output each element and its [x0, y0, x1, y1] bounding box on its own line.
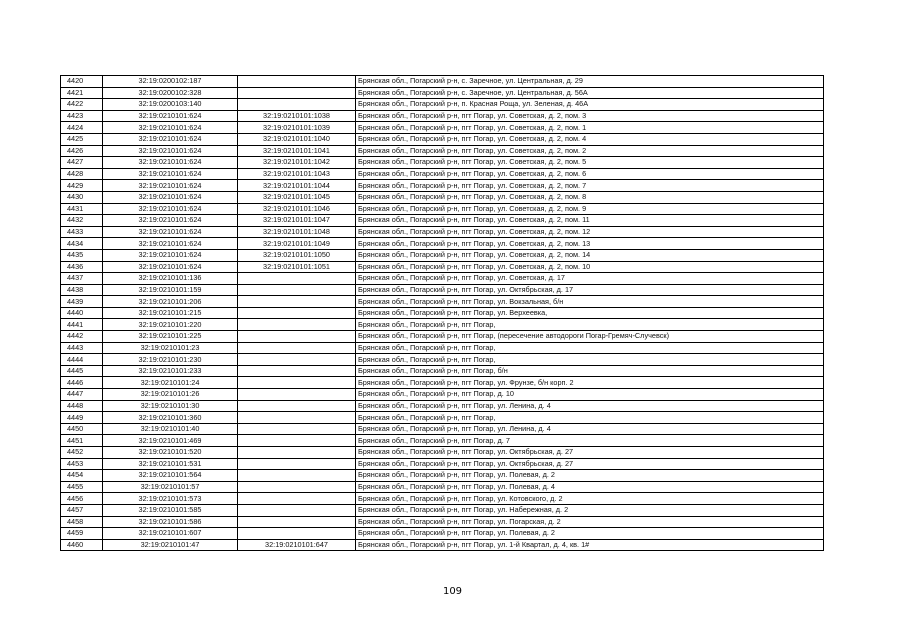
- table-row: [61, 157, 824, 169]
- sub-cadastral-number-cell: [238, 365, 356, 377]
- row-number-cell: 4425: [61, 133, 103, 145]
- table-row: [61, 528, 824, 540]
- cadastral-number-cell: 32:19:0210101:624: [103, 215, 238, 227]
- row-number-cell: 4436: [61, 261, 103, 273]
- address-cell: Брянская обл., Погарский р-н, пгт Погар, ул. Советская, д. 2, пом. 3: [356, 110, 824, 122]
- sub-cadastral-number-cell: [238, 296, 356, 308]
- address-cell: Брянская обл., Погарский р-н, пгт Погар,: [356, 354, 824, 366]
- address-cell: Брянская обл., Погарский р-н, пгт Погар, ул. Верхеевка,: [356, 307, 824, 319]
- row-number-cell: 4452: [61, 447, 103, 459]
- sub-cadastral-number-cell: [238, 319, 356, 331]
- address-cell: Брянская обл., Погарский р-н, пгт Погар, ул. Котовского, д. 2: [356, 493, 824, 505]
- sub-cadastral-number-cell: [238, 470, 356, 482]
- sub-cadastral-number-cell: 32:19:0210101:1040: [238, 133, 356, 145]
- table-row: [61, 99, 824, 111]
- table-row: [61, 238, 824, 250]
- row-number-cell: 4457: [61, 504, 103, 516]
- row-number-cell: 4444: [61, 354, 103, 366]
- address-cell: Брянская обл., Погарский р-н, пгт Погар,: [356, 412, 824, 424]
- row-number-cell: 4433: [61, 226, 103, 238]
- cadastral-number-cell: 32:19:0210101:585: [103, 504, 238, 516]
- row-number-cell: 4424: [61, 122, 103, 134]
- address-cell: Брянская обл., Погарский р-н, пгт Погар, ул. Советская, д. 2, пом. 11: [356, 215, 824, 227]
- row-number-cell: 4441: [61, 319, 103, 331]
- sub-cadastral-number-cell: [238, 87, 356, 99]
- address-cell: Брянская обл., Погарский р-н, пгт Погар,: [356, 319, 824, 331]
- cadastral-number-cell: 32:19:0210101:136: [103, 273, 238, 285]
- table-row: [61, 365, 824, 377]
- table-row: [61, 447, 824, 459]
- sub-cadastral-number-cell: [238, 76, 356, 88]
- cadastral-number-cell: 32:19:0210101:624: [103, 238, 238, 250]
- table-row: [61, 226, 824, 238]
- cadastral-number-cell: 32:19:0210101:206: [103, 296, 238, 308]
- cadastral-number-cell: 32:19:0210101:23: [103, 342, 238, 354]
- address-cell: Брянская обл., Погарский р-н, с. Заречное, ул. Центральная, д. 29: [356, 76, 824, 88]
- table-row: [61, 249, 824, 261]
- sub-cadastral-number-cell: [238, 354, 356, 366]
- cadastral-number-cell: 32:19:0210101:624: [103, 249, 238, 261]
- table-row: [61, 516, 824, 528]
- cadastral-number-cell: 32:19:0210101:469: [103, 435, 238, 447]
- address-cell: Брянская обл., Погарский р-н, пгт Погар, ул. Советская, д. 2, пом. 9: [356, 203, 824, 215]
- sub-cadastral-number-cell: 32:19:0210101:1038: [238, 110, 356, 122]
- cadastral-number-cell: 32:19:0210101:233: [103, 365, 238, 377]
- row-number-cell: 4449: [61, 412, 103, 424]
- table-row: [61, 145, 824, 157]
- sub-cadastral-number-cell: 32:19:0210101:1050: [238, 249, 356, 261]
- table-row: [61, 191, 824, 203]
- table-row: [61, 110, 824, 122]
- sub-cadastral-number-cell: 32:19:0210101:1049: [238, 238, 356, 250]
- row-number-cell: 4447: [61, 389, 103, 401]
- cadastral-number-cell: 32:19:0210101:230: [103, 354, 238, 366]
- table-row: [61, 423, 824, 435]
- address-cell: Брянская обл., Погарский р-н, пгт Погар, ул. Октябрьская, д. 27: [356, 458, 824, 470]
- address-cell: Брянская обл., Погарский р-н, пгт Погар, ул. Советская, д. 2, пом. 12: [356, 226, 824, 238]
- sub-cadastral-number-cell: [238, 307, 356, 319]
- cadastral-number-cell: 32:19:0210101:624: [103, 191, 238, 203]
- table-row: [61, 458, 824, 470]
- sub-cadastral-number-cell: 32:19:0210101:1048: [238, 226, 356, 238]
- row-number-cell: 4459: [61, 528, 103, 540]
- address-cell: Брянская обл., Погарский р-н, пгт Погар, ул. Погарская, д. 2: [356, 516, 824, 528]
- cadastral-number-cell: 32:19:0210101:624: [103, 261, 238, 273]
- row-number-cell: 4446: [61, 377, 103, 389]
- row-number-cell: 4420: [61, 76, 103, 88]
- address-cell: Брянская обл., Погарский р-н, пгт Погар, б/н: [356, 365, 824, 377]
- row-number-cell: 4460: [61, 539, 103, 551]
- address-cell: Брянская обл., Погарский р-н, пгт Погар, ул. Ленина, д. 4: [356, 423, 824, 435]
- sub-cadastral-number-cell: [238, 423, 356, 435]
- cadastral-number-cell: 32:19:0210101:624: [103, 203, 238, 215]
- registry-table-container: [60, 75, 824, 551]
- cadastral-number-cell: 32:19:0210101:624: [103, 226, 238, 238]
- cadastral-number-cell: 32:19:0200102:328: [103, 87, 238, 99]
- table-row: [61, 470, 824, 482]
- address-cell: Брянская обл., Погарский р-н, пгт Погар, ул. Октябрьская, д. 27: [356, 447, 824, 459]
- cadastral-number-cell: 32:19:0210101:57: [103, 481, 238, 493]
- cadastral-number-cell: 32:19:0200103:140: [103, 99, 238, 111]
- row-number-cell: 4439: [61, 296, 103, 308]
- row-number-cell: 4427: [61, 157, 103, 169]
- row-number-cell: 4443: [61, 342, 103, 354]
- address-cell: Брянская обл., Погарский р-н, пгт Погар, ул. Советская, д. 17: [356, 273, 824, 285]
- row-number-cell: 4435: [61, 249, 103, 261]
- cadastral-number-cell: 32:19:0210101:586: [103, 516, 238, 528]
- cadastral-number-cell: 32:19:0210101:624: [103, 168, 238, 180]
- address-cell: Брянская обл., Погарский р-н, пгт Погар, ул. Советская, д. 2, пом. 6: [356, 168, 824, 180]
- row-number-cell: 4442: [61, 331, 103, 343]
- cadastral-number-cell: 32:19:0210101:624: [103, 157, 238, 169]
- cadastral-number-cell: 32:19:0210101:225: [103, 331, 238, 343]
- sub-cadastral-number-cell: [238, 342, 356, 354]
- sub-cadastral-number-cell: 32:19:0210101:1045: [238, 191, 356, 203]
- table-row: [61, 331, 824, 343]
- sub-cadastral-number-cell: [238, 528, 356, 540]
- address-cell: Брянская обл., Погарский р-н, с. Заречное, ул. Центральная, д. 56А: [356, 87, 824, 99]
- sub-cadastral-number-cell: 32:19:0210101:1042: [238, 157, 356, 169]
- cadastral-number-cell: 32:19:0210101:624: [103, 133, 238, 145]
- row-number-cell: 4428: [61, 168, 103, 180]
- table-row: [61, 400, 824, 412]
- sub-cadastral-number-cell: [238, 447, 356, 459]
- table-row: [61, 180, 824, 192]
- page-number: 109: [442, 586, 463, 597]
- address-cell: Брянская обл., Погарский р-н, пгт Погар, ул. Октябрьская, д. 17: [356, 284, 824, 296]
- table-row: [61, 122, 824, 134]
- sub-cadastral-number-cell: 32:19:0210101:1044: [238, 180, 356, 192]
- row-number-cell: 4421: [61, 87, 103, 99]
- table-row: [61, 435, 824, 447]
- sub-cadastral-number-cell: [238, 400, 356, 412]
- table-row: [61, 504, 824, 516]
- address-cell: Брянская обл., Погарский р-н, пгт Погар, ул. Советская, д. 2, пом. 10: [356, 261, 824, 273]
- address-cell: Брянская обл., Погарский р-н, пгт Погар, ул. Советская, д. 2, пом. 4: [356, 133, 824, 145]
- row-number-cell: 4423: [61, 110, 103, 122]
- cadastral-number-cell: 32:19:0210101:47: [103, 539, 238, 551]
- sub-cadastral-number-cell: [238, 504, 356, 516]
- address-cell: Брянская обл., Погарский р-н, пгт Погар, д. 10: [356, 389, 824, 401]
- row-number-cell: 4432: [61, 215, 103, 227]
- address-cell: Брянская обл., Погарский р-н, п. Красная Роща, ул. Зеленая, д. 46А: [356, 99, 824, 111]
- sub-cadastral-number-cell: [238, 389, 356, 401]
- sub-cadastral-number-cell: 32:19:0210101:1046: [238, 203, 356, 215]
- cadastral-number-cell: 32:19:0210101:624: [103, 180, 238, 192]
- address-cell: Брянская обл., Погарский р-н, пгт Погар, ул. Полевая, д. 2: [356, 528, 824, 540]
- cadastral-number-cell: 32:19:0210101:26: [103, 389, 238, 401]
- table-row: [61, 377, 824, 389]
- row-number-cell: 4454: [61, 470, 103, 482]
- sub-cadastral-number-cell: 32:19:0210101:1051: [238, 261, 356, 273]
- row-number-cell: 4422: [61, 99, 103, 111]
- row-number-cell: 4448: [61, 400, 103, 412]
- row-number-cell: 4437: [61, 273, 103, 285]
- address-cell: Брянская обл., Погарский р-н, пгт Погар, ул. Фрунзе, б/н корп. 2: [356, 377, 824, 389]
- address-cell: Брянская обл., Погарский р-н, пгт Погар,: [356, 342, 824, 354]
- address-cell: Брянская обл., Погарский р-н, пгт Погар, (пересечение автодороги Погар-Гремяч-Случевск): [356, 331, 824, 343]
- address-cell: Брянская обл., Погарский р-н, пгт Погар, ул. Ленина, д. 4: [356, 400, 824, 412]
- row-number-cell: 4451: [61, 435, 103, 447]
- table-row: [61, 284, 824, 296]
- table-row: [61, 76, 824, 88]
- cadastral-number-cell: 32:19:0210101:520: [103, 447, 238, 459]
- address-cell: Брянская обл., Погарский р-н, пгт Погар, ул. Советская, д. 2, пом. 14: [356, 249, 824, 261]
- table-row: [61, 539, 824, 551]
- table-row: [61, 215, 824, 227]
- row-number-cell: 4430: [61, 191, 103, 203]
- table-row: [61, 273, 824, 285]
- cadastral-number-cell: 32:19:0210101:531: [103, 458, 238, 470]
- table-row: [61, 319, 824, 331]
- sub-cadastral-number-cell: [238, 516, 356, 528]
- cadastral-number-cell: 32:19:0210101:624: [103, 110, 238, 122]
- row-number-cell: 4450: [61, 423, 103, 435]
- table-row: [61, 133, 824, 145]
- table-row: [61, 261, 824, 273]
- table-row: [61, 307, 824, 319]
- sub-cadastral-number-cell: [238, 284, 356, 296]
- address-cell: Брянская обл., Погарский р-н, пгт Погар, д. 7: [356, 435, 824, 447]
- table-row: [61, 87, 824, 99]
- row-number-cell: 4438: [61, 284, 103, 296]
- table-row: [61, 296, 824, 308]
- sub-cadastral-number-cell: [238, 481, 356, 493]
- cadastral-number-cell: 32:19:0210101:220: [103, 319, 238, 331]
- sub-cadastral-number-cell: 32:19:0210101:1043: [238, 168, 356, 180]
- cadastral-number-cell: 32:19:0210101:624: [103, 122, 238, 134]
- table-row: [61, 481, 824, 493]
- sub-cadastral-number-cell: [238, 99, 356, 111]
- row-number-cell: 4445: [61, 365, 103, 377]
- cadastral-number-cell: 32:19:0210101:360: [103, 412, 238, 424]
- address-cell: Брянская обл., Погарский р-н, пгт Погар, ул. Советская, д. 2, пом. 2: [356, 145, 824, 157]
- registry-table-body: [61, 76, 824, 551]
- row-number-cell: 4458: [61, 516, 103, 528]
- cadastral-number-cell: 32:19:0210101:40: [103, 423, 238, 435]
- sub-cadastral-number-cell: 32:19:0210101:1041: [238, 145, 356, 157]
- sub-cadastral-number-cell: [238, 331, 356, 343]
- row-number-cell: 4431: [61, 203, 103, 215]
- table-row: [61, 203, 824, 215]
- address-cell: Брянская обл., Погарский р-н, пгт Погар, ул. Вокзальная, б/н: [356, 296, 824, 308]
- table-row: [61, 412, 824, 424]
- address-cell: Брянская обл., Погарский р-н, пгт Погар, ул. Советская, д. 2, пом. 7: [356, 180, 824, 192]
- table-row: [61, 354, 824, 366]
- row-number-cell: 4453: [61, 458, 103, 470]
- sub-cadastral-number-cell: [238, 458, 356, 470]
- table-row: [61, 389, 824, 401]
- address-cell: Брянская обл., Погарский р-н, пгт Погар, ул. 1-й Квартал, д. 4, кв. 1#: [356, 539, 824, 551]
- sub-cadastral-number-cell: [238, 377, 356, 389]
- row-number-cell: 4456: [61, 493, 103, 505]
- cadastral-number-cell: 32:19:0210101:159: [103, 284, 238, 296]
- row-number-cell: 4429: [61, 180, 103, 192]
- sub-cadastral-number-cell: [238, 493, 356, 505]
- cadastral-number-cell: 32:19:0210101:564: [103, 470, 238, 482]
- row-number-cell: 4440: [61, 307, 103, 319]
- sub-cadastral-number-cell: [238, 435, 356, 447]
- cadastral-number-cell: 32:19:0210101:215: [103, 307, 238, 319]
- table-row: [61, 168, 824, 180]
- sub-cadastral-number-cell: 32:19:0210101:1039: [238, 122, 356, 134]
- address-cell: Брянская обл., Погарский р-н, пгт Погар, ул. Советская, д. 2, пом. 1: [356, 122, 824, 134]
- row-number-cell: 4455: [61, 481, 103, 493]
- address-cell: Брянская обл., Погарский р-н, пгт Погар, ул. Полевая, д. 4: [356, 481, 824, 493]
- address-cell: Брянская обл., Погарский р-н, пгт Погар, ул. Советская, д. 2, пом. 13: [356, 238, 824, 250]
- cadastral-number-cell: 32:19:0210101:24: [103, 377, 238, 389]
- sub-cadastral-number-cell: 32:19:0210101:647: [238, 539, 356, 551]
- address-cell: Брянская обл., Погарский р-н, пгт Погар, ул. Советская, д. 2, пом. 8: [356, 191, 824, 203]
- address-cell: Брянская обл., Погарский р-н, пгт Погар, ул. Советская, д. 2, пом. 5: [356, 157, 824, 169]
- sub-cadastral-number-cell: 32:19:0210101:1047: [238, 215, 356, 227]
- row-number-cell: 4426: [61, 145, 103, 157]
- cadastral-number-cell: 32:19:0210101:30: [103, 400, 238, 412]
- sub-cadastral-number-cell: [238, 412, 356, 424]
- cadastral-number-cell: 32:19:0210101:607: [103, 528, 238, 540]
- table-row: [61, 493, 824, 505]
- cadastral-number-cell: 32:19:0200102:187: [103, 76, 238, 88]
- cadastral-number-cell: 32:19:0210101:624: [103, 145, 238, 157]
- sub-cadastral-number-cell: [238, 273, 356, 285]
- cadastral-number-cell: 32:19:0210101:573: [103, 493, 238, 505]
- registry-table: [60, 75, 824, 551]
- address-cell: Брянская обл., Погарский р-н, пгт Погар, ул. Набережная, д. 2: [356, 504, 824, 516]
- table-row: [61, 342, 824, 354]
- address-cell: Брянская обл., Погарский р-н, пгт Погар, ул. Полевая, д. 2: [356, 470, 824, 482]
- row-number-cell: 4434: [61, 238, 103, 250]
